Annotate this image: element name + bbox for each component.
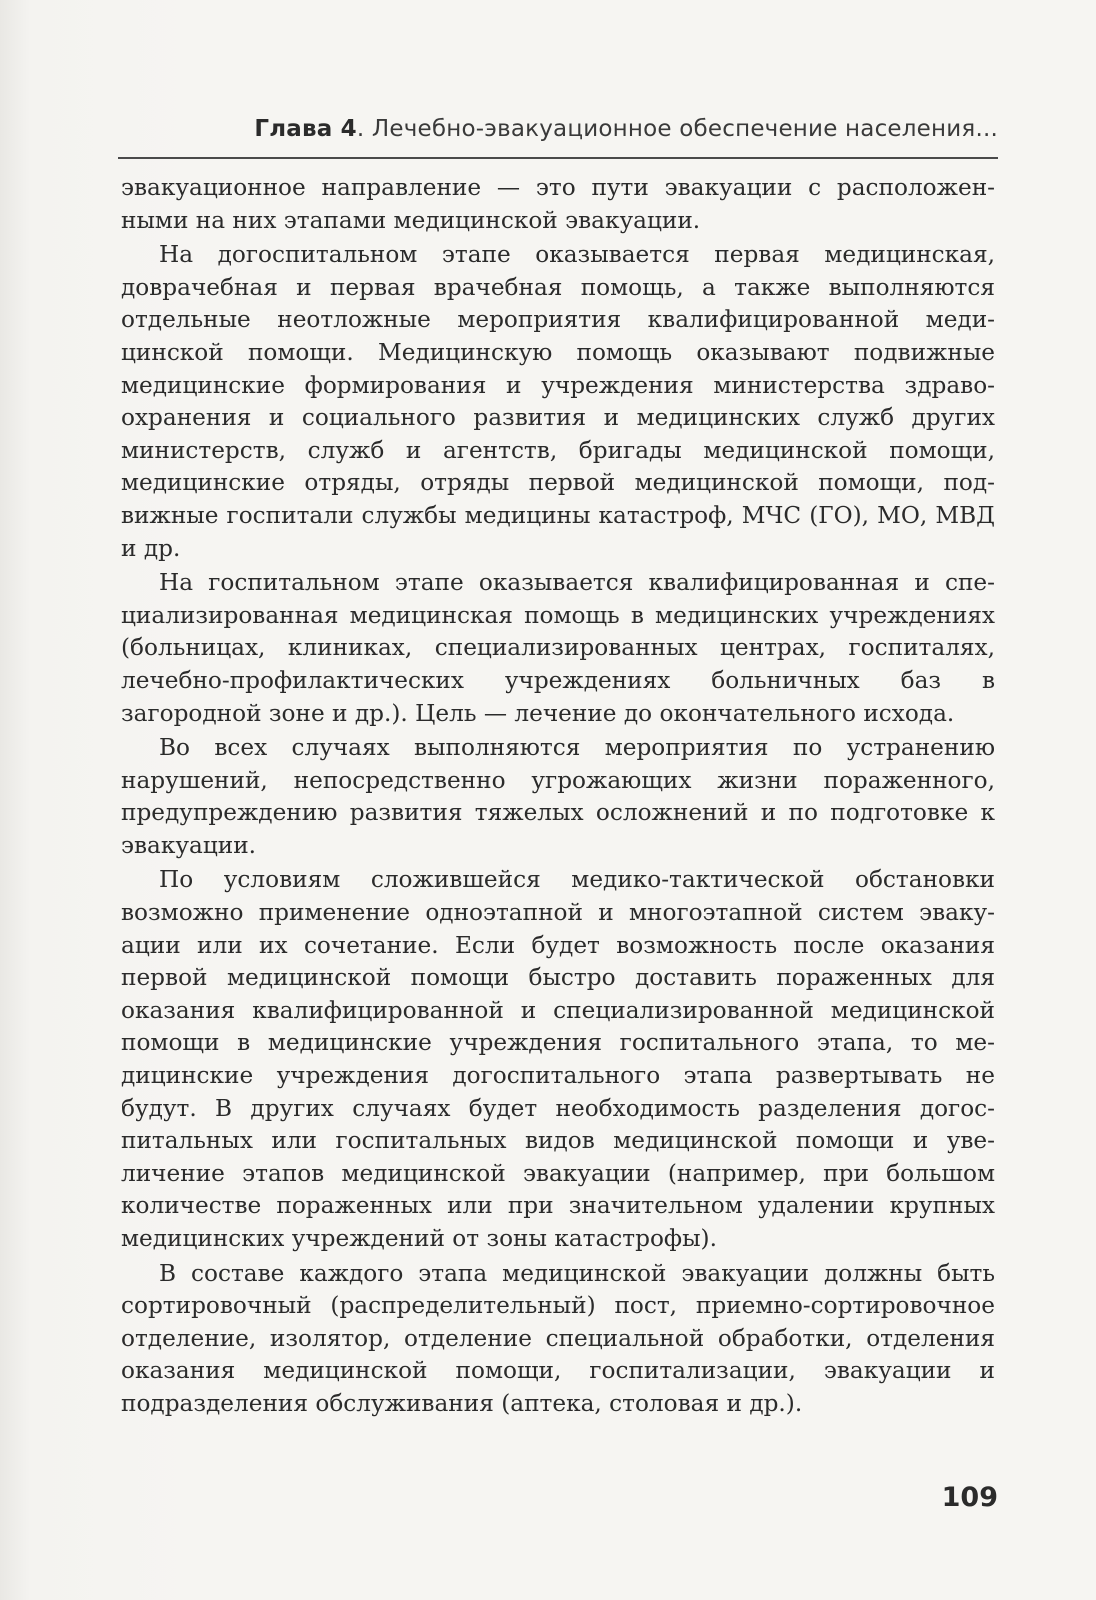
- paragraph-1: эвакуационное направление — это пути эвакуации с расположенными на них этапами медицинской эвакуации.: [121, 174, 995, 234]
- chapter-label: Глава 4: [254, 116, 357, 142]
- paragraph-6: В составе каждого этапа медицинской эвакуации должны быть сортировочный (распределительный) пост, приемно-сортировочное отделение, изолятор, отделение специальной обработки, отделения оказания медицинской помощи, госпитализации, эвакуации и подразделения обслуживания (аптека, столовая и др.).: [121, 1259, 995, 1417]
- paragraph-3: На госпитальном этапе оказывается квалифицированная и специализированная медицинская помощь в медицинских учреждениях (больницах, клиниках, специализированных центрах, госпиталях, лечебно-профилактических учреждениях больничных баз в загородной зоне и др.). Цель — лечение до окончательного исхода.: [121, 569, 995, 727]
- paragraph-2: На догоспитальном этапе оказывается первая медицинская, доврачебная и первая врачебная помощь, а также выполняются отдельные неотложные мероприятия квалифицированной медицинской помощи. Медицинскую помощь оказывают подвижные медицинские формирования и учреждения министерства здравоохранения и социального развития и медицинских служб других министерств, служб и агентств, бригады медицинской помощи, медицинские отряды, отряды первой медицинской помощи, подвижные госпитали службы медицины катастроф, МЧС (ГО), МО, МВД и др.: [121, 241, 995, 562]
- page-number: 109: [941, 1482, 998, 1513]
- header-divider: [118, 157, 998, 159]
- running-header: [118, 116, 998, 142]
- chapter-title: . Лечебно-эвакуационное обеспечение населения...: [356, 116, 998, 142]
- paragraph-4: Во всех случаях выполняются мероприятия по устранению нарушений, непосредственно угрожающих жизни пораженного, предупреждению развития тяжелых осложнений и по подготовке к эвакуации.: [121, 734, 995, 859]
- paragraph-5: По условиям сложившейся медико-тактической обстановки возможно применение одноэтапной и многоэтапной систем эвакуации или их сочетание. Если будет возможность после оказания первой медицинской помощи быстро доставить пораженных для оказания квалифицированной и специализированной медицинской помощи в медицинские учреждения госпитального этапа, то медицинские учреждения догоспитального этапа развертывать не будут. В других случаях будет необходимость разделения догоспитальных или госпитальных видов медицинской помощи и увеличение этапов медицинской эвакуации (например, при большом количестве пораженных или при значительном удалении крупных медицинских учреждений от зоны катастрофы).: [121, 866, 995, 1252]
- body-text: [121, 172, 995, 1423]
